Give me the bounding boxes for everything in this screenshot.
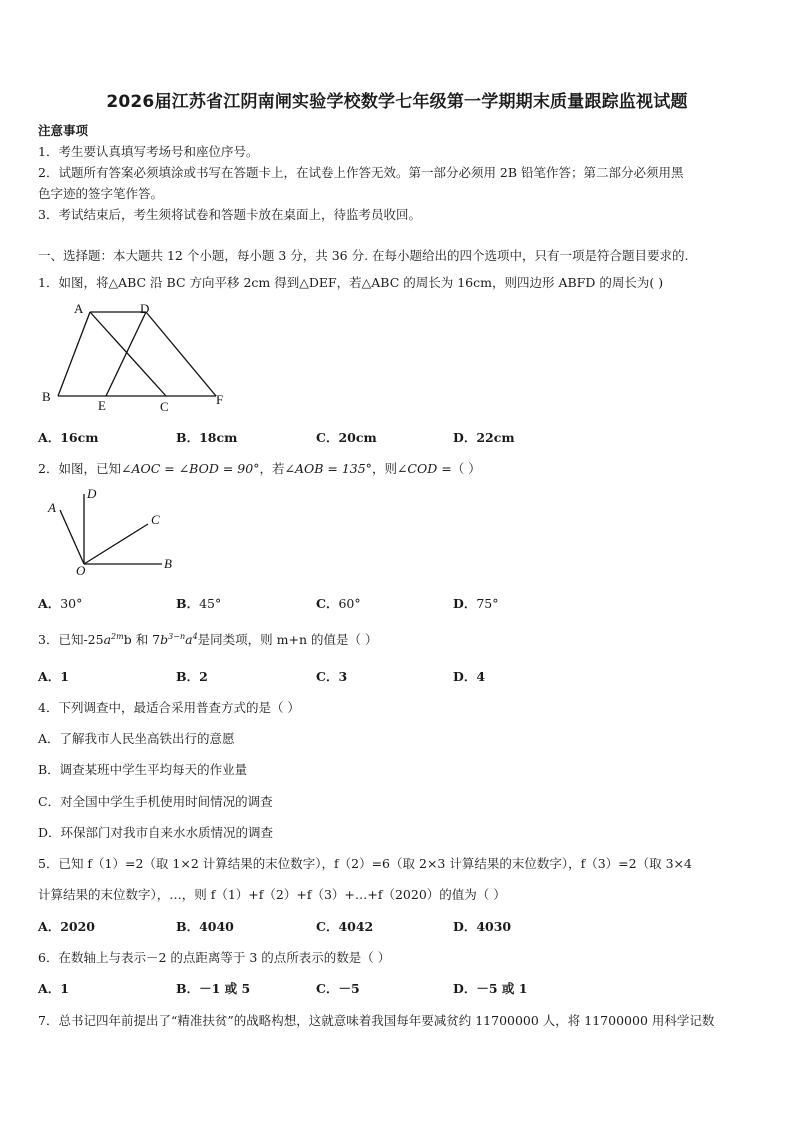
angle-diagram [38, 486, 188, 578]
section-heading: 一、选择题：本大题共 12 个小题，每小题 3 分，共 36 分. 在每小题给出的四个选项中，只有一项是符合题目要求的. [38, 248, 689, 263]
notice-item-3: 3．考试结束后，考生须将试卷和答题卡放在桌面上，待监考员收回。 [38, 207, 421, 222]
q2-math-3: ∠COD = [396, 461, 452, 476]
q2-option-c[interactable]: C．60° [316, 596, 361, 611]
q5-option-d[interactable]: D．4030 [453, 919, 512, 934]
q6-option-c[interactable]: C．－5 [316, 981, 360, 996]
q3-term-b: $b^{3-n}a^4$ [160, 631, 198, 647]
q7-stem: 7．总书记四年前提出了“精准扶贫”的战略构想，这就意味着我国每年要减贫约 11700000 人，将 11700000 用科学记数 [38, 1013, 715, 1028]
q1-option-d[interactable]: D．22cm [453, 430, 515, 445]
q3-option-a[interactable]: A．1 [38, 669, 69, 684]
label-C: C [151, 512, 160, 527]
label-E: E [98, 398, 106, 413]
q1-option-a[interactable]: A．16cm [38, 430, 99, 445]
q3-stem: 3．已知$-25a^{2m}b$ 和 $7b^{3-n}a^4$是同类项，则 m+n 的值是（ ） [38, 631, 378, 647]
q5-option-c[interactable]: C．4042 [316, 919, 374, 934]
q2-math-2: ∠AOB = 135° [284, 461, 372, 476]
ray-OC [84, 524, 148, 564]
notice-item-1: 1．考生要认真填写考场号和座位序号。 [38, 144, 259, 159]
q4-option-b[interactable]: B．调查某班中学生平均每天的作业量 [38, 762, 248, 777]
q4-stem: 4．下列调查中，最适合采用普查方式的是（ ） [38, 700, 300, 715]
q1-stem: 1．如图，将△ABC 沿 BC 方向平移 2cm 得到△DEF，若△ABC 的周长为 16cm，则四边形 ABFD 的周长为( ) [38, 275, 664, 290]
q4-option-a[interactable]: A．了解我市人民坐高铁出行的意愿 [38, 731, 235, 746]
page-title: 2026届江苏省江阴南闸实验学校数学七年级第一学期期末质量跟踪监视试题 [106, 92, 688, 112]
label-C: C [160, 399, 169, 414]
q2-option-d[interactable]: D．75° [453, 596, 499, 611]
q2-option-a[interactable]: A．30° [38, 596, 83, 611]
q3-option-c[interactable]: C．3 [316, 669, 348, 684]
q6-option-a[interactable]: A．1 [38, 981, 69, 996]
segment-DF [146, 312, 216, 396]
label-D: D [87, 486, 97, 501]
parallelogram-diagram [38, 300, 238, 418]
label-A: A [48, 500, 56, 515]
q3-term-a: $a^{2m}$ [103, 631, 124, 647]
q5-stem-line-2: 计算结果的末位数字），…，则 f（1）+f（2）+f（3）+…+f（2020）的值为（ ） [38, 887, 506, 902]
segment-AC [90, 312, 166, 396]
q1-option-b[interactable]: B．18cm [176, 430, 238, 445]
q3-option-d[interactable]: D．4 [453, 669, 486, 684]
q3-option-b[interactable]: B．2 [176, 669, 208, 684]
label-O: O [76, 563, 86, 578]
q5-stem-line-1: 5．已知 f（1）=2（取 1×2 计算结果的末位数字），f（2）=6（取 2×3 计算结果的末位数字），f（3）=2（取 3×4 [38, 856, 692, 871]
q5-option-a[interactable]: A．2020 [38, 919, 95, 934]
q6-option-b[interactable]: B．－1 或 5 [176, 981, 251, 996]
q1-option-c[interactable]: C．20cm [316, 430, 377, 445]
label-F: F [216, 392, 224, 407]
q6-stem: 6．在数轴上与表示－2 的点距离等于 3 的点所表示的数是（ ） [38, 950, 391, 965]
q2-option-b[interactable]: B．45° [176, 596, 222, 611]
segment-AB [58, 312, 90, 396]
label-D: D [140, 301, 150, 316]
q2-stem: 2．如图，已知∠AOC = ∠BOD = 90°，若∠AOB = 135°，则∠COD =（ ） [38, 461, 481, 476]
q2-figure [38, 486, 188, 578]
label-B: B [164, 556, 172, 571]
q1-figure [38, 300, 238, 418]
q2-math-1: ∠AOC = ∠BOD = 90° [120, 461, 260, 476]
ray-OA [60, 510, 84, 564]
notice-item-2: 2．试题所有答案必须填涂或书写在答题卡上，在试卷上作答无效。第一部分必须用 2B 铅笔作答；第二部分必须用黑 [38, 165, 684, 180]
notice-item-2-cont: 色字迹的签字笔作答。 [38, 186, 164, 201]
q5-option-b[interactable]: B．4040 [176, 919, 234, 934]
q6-option-d[interactable]: D．－5 或 1 [453, 981, 528, 996]
q4-option-c[interactable]: C．对全国中学生手机使用时间情况的调查 [38, 794, 273, 809]
q4-option-d[interactable]: D．环保部门对我市自来水水质情况的调查 [38, 825, 274, 840]
label-B: B [42, 389, 51, 404]
label-A: A [74, 301, 84, 316]
notice-heading: 注意事项 [38, 123, 89, 138]
segment-DE [106, 312, 146, 396]
